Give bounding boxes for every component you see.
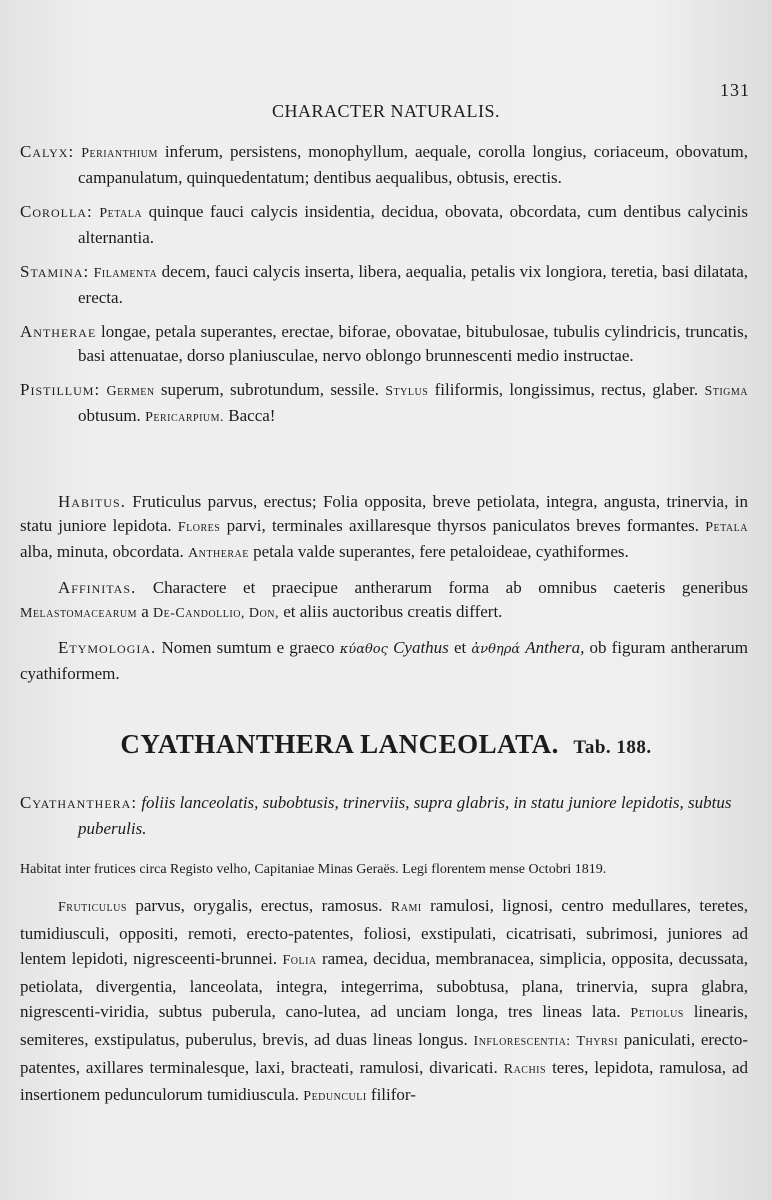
entry-label: Pistillum: [20,380,101,399]
pericarpium-label: Pericarpium. [145,410,225,425]
plate-reference: Tab. 188. [573,737,652,758]
habitat-note: Habitat inter frutices circa Registo velho, Capitaniae Minas Geraës. Legi florentem mense Octobri 1819. [20,862,607,877]
term: Petiolus [630,1006,684,1022]
affinitas-label: Affinitas. [58,578,137,597]
entry-sublabel: Petala [99,206,143,221]
entry-text: longae, petala superantes, erectae, biforae, obovatae, bitubulosae, tubulis cylindricis, truncatis, basi attenuatae, dorso planiusculae, nervo oblongo brunnescenti medio instructae. [78,322,748,365]
species-name: CYATHANTHERA LANCEOLATA. [120,729,559,759]
para-text: ramulosi, lignosi, centro medullares, teretes, tumidiusculi, oppositi, remoti, erecto-patentes, foliosi, exstipulati, cicatrisati, subrimosi, juniores ad lentem lepidoti, nigresceenti-brunnei. [20,896,748,969]
entry-text: obtusum. [78,406,146,425]
para-text: filifor- [366,1085,416,1105]
term: Inflorescentia: [473,1033,571,1049]
greek-word: κύαθος [339,642,388,657]
para-text: et aliis auctoribus creatis differt. [278,602,503,621]
diagnosis [20,790,748,842]
description-paragraph [20,893,748,1110]
para-text: ramea, decidua, membranacea, simplicia, opposita, decussata, petiolata, divergentia, lanceolata, integra, integerrima, subobtusa, plana, trinervia, supra glabra, nigrescenti-viridia, subtus puberula, cano-lutea, ad unciam longa, tres lineas lata. [20,949,749,1022]
para-text: Charactere et praecipue antherarum forma ab omnibus caeteris generibus [136,578,748,597]
term: Antherae [188,546,249,561]
latin-word: Cyathus [393,638,449,657]
antherae-entry [20,320,748,368]
term: Petala [705,520,748,535]
term: Rami [390,900,422,915]
entry-label: Antherae [20,322,97,341]
running-head: CHARACTER NATURALIS. [271,101,500,121]
para-text: Fruticulus parvus, erectus; Folia opposita, breve petiolata, integra, angusta, trinervia, in statu juniore lepidota. [20,492,748,535]
calyx-entry [20,140,748,190]
para-text: Nomen sumtum e graeco [156,638,340,657]
character-naturalis-section [20,140,748,440]
etymologia-label: Etymologia. [58,638,157,657]
pistillum-entry [20,378,748,430]
entry-text: Bacca! [224,406,276,425]
entry-text: inferum, persistens, monophyllum, aequale, corolla longius, coriaceum, obovatum, campanulatum, quinquedentatum; dentibus aequalibus, obtusis, erectis. [78,142,749,187]
term: Rachis [503,1061,547,1077]
term: Fruticulus [58,900,127,915]
diagnosis-text: foliis lanceolatis, subobtusis, trinerviis, supra glabris, in statu juniore lepidotis, subtus puberulis. [78,793,732,838]
entry-text: filiformis, longissimus, rectus, glaber. [428,380,705,399]
entry-text: decem, fauci calycis inserta, libera, aequalia, petalis vix longiora, teretia, basi dilatata, erecta. [78,262,749,307]
para-text: parvi, terminales axillaresque thyrsos paniculatos breves formantes. [220,516,706,535]
species-heading [0,729,772,760]
entry-label: Stamina: [20,262,90,281]
para-text: a [137,602,154,621]
term: Pedunculi [303,1089,367,1105]
description-section [20,490,748,696]
etymologia-paragraph [20,636,748,686]
term: De-Candollio, Don, [153,606,279,621]
entry-text: quinque fauci calycis insidentia, decidua, obovata, obcordata, cum dentibus calycinis alternantia. [78,202,748,247]
para-text: teres, lepidota, ramulosa, ad insertionem pedunculorum tumidiuscula. [20,1057,748,1105]
entry-text: superum, subrotundum, sessile. [154,380,386,399]
germen-label: Germen [106,384,155,399]
affinitas-paragraph [20,576,748,626]
term: Thyrsi [576,1033,619,1049]
entry-sublabel: Perianthium [81,146,158,161]
genus-label: Cyathanthera: [20,793,138,812]
habitus-label: Habitus. [58,492,126,511]
para-text: linearis, semiteres, exstipulatus, puberulus, brevis, ad duas lineas longus. [20,1002,748,1049]
para-text: ob figuram antherarum cyathiformem. [20,638,749,683]
entry-label: Corolla: [20,202,93,221]
stigma-label: Stigma [704,384,748,399]
latin-word: Anthera, [525,638,585,657]
stamina-entry [20,260,748,310]
page-number: 131 [720,80,750,100]
habitus-paragraph [20,490,748,566]
term: Flores [177,520,221,535]
corolla-entry [20,200,748,250]
stylus-label: Stylus [385,384,429,399]
entry-label: Calyx: [20,142,75,161]
entry-sublabel: Filamenta [93,266,158,281]
para-text: parvus, orygalis, erectus, ramosus. [126,896,391,915]
term: Melastomacearum [20,606,137,621]
para-text: paniculati, erecto-patentes, axillares terminalesque, laxi, bracteati, ramulosi, divaricati. [20,1029,749,1077]
term: Folia [282,953,317,969]
greek-word: ἀνθηρά [471,642,521,657]
para-text: et [448,638,472,657]
para-text: petala valde superantes, fere petaloideae, cyathiformes. [248,542,629,561]
para-text: alba, minuta, obcordata. [20,542,189,561]
